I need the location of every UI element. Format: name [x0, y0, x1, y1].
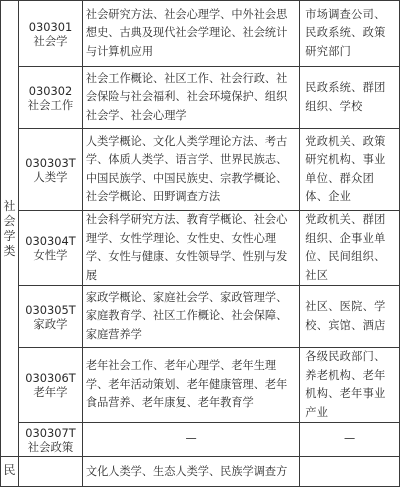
courses-cell: 老年社会工作、老年心理学、老年生理学、老年活动策划、老年健康管理、老年食品营养、老年康复、老年教育学 [82, 348, 299, 423]
major-code-cell: 030306T 老年学 [18, 348, 82, 423]
major-code-cell: 030302 社会工作 [18, 67, 82, 129]
courses-cell: 社会工作概论、社区工作、社会行政、社会保险与社会福利、社会环境保护、组织社会学、社会心理学 [82, 67, 299, 129]
table-row [1, 211, 400, 286]
table-row [1, 286, 400, 348]
category-cell: 社 会 学 类 [1, 1, 19, 457]
table-row [1, 423, 400, 457]
major-code-cell: 030301 社会学 [18, 1, 82, 67]
table-row [1, 67, 400, 129]
courses-cell: 家政学概论、家庭社会学、家政管理学、家庭教育学、社区工作概论、社会保障、家庭营养学 [82, 286, 299, 348]
jobs-cell: 民政系统、群团组织、学校 [300, 67, 400, 129]
courses-cell: — [82, 423, 299, 457]
major-code-cell: 030307T 社会政策 [18, 423, 82, 457]
major-code-cell [18, 457, 82, 487]
jobs-cell [300, 457, 400, 487]
courses-cell: 文化人类学、生态人类学、民族学调查方 [82, 457, 299, 487]
courses-cell: 社会科学研究方法、教育学概论、社会心理学、女性学理论、女性史、女性心理学、女性与健康、女性领导学、性别与发展 [82, 211, 299, 286]
major-code-cell: 030304T 女性学 [18, 211, 82, 286]
jobs-cell: 各级民政部门、养老机构、老年机构、老年事业产业 [300, 348, 400, 423]
jobs-cell: — [300, 423, 400, 457]
table-row [1, 348, 400, 423]
jobs-cell: 社区、医院、学校、宾馆、酒店 [300, 286, 400, 348]
major-code-cell: 030303T 人类学 [18, 129, 82, 211]
jobs-cell: 党政机关、政策研究机构、事业单位、群众团体、企业 [300, 129, 400, 211]
table-row [1, 457, 400, 487]
courses-cell: 人类学概论、文化人类学理论方法、考古学、体质人类学、语言学、世界民族志、中国民族学、中国民族史、宗教学概论、社会学概论、田野调查方法 [82, 129, 299, 211]
courses-cell: 社会研究方法、社会心理学、中外社会思想史、古典及现代社会学理论、社会统计与计算机应用 [82, 1, 299, 67]
jobs-cell: 市场调查公司、民政系统、政策研究部门 [300, 1, 400, 67]
category-cell-next: 民 [1, 457, 19, 487]
table-row [1, 1, 400, 67]
major-code-cell: 030305T 家政学 [18, 286, 82, 348]
table-row [1, 129, 400, 211]
jobs-cell: 党政机关、群团组织、企事业单位、民间组织、社区 [300, 211, 400, 286]
